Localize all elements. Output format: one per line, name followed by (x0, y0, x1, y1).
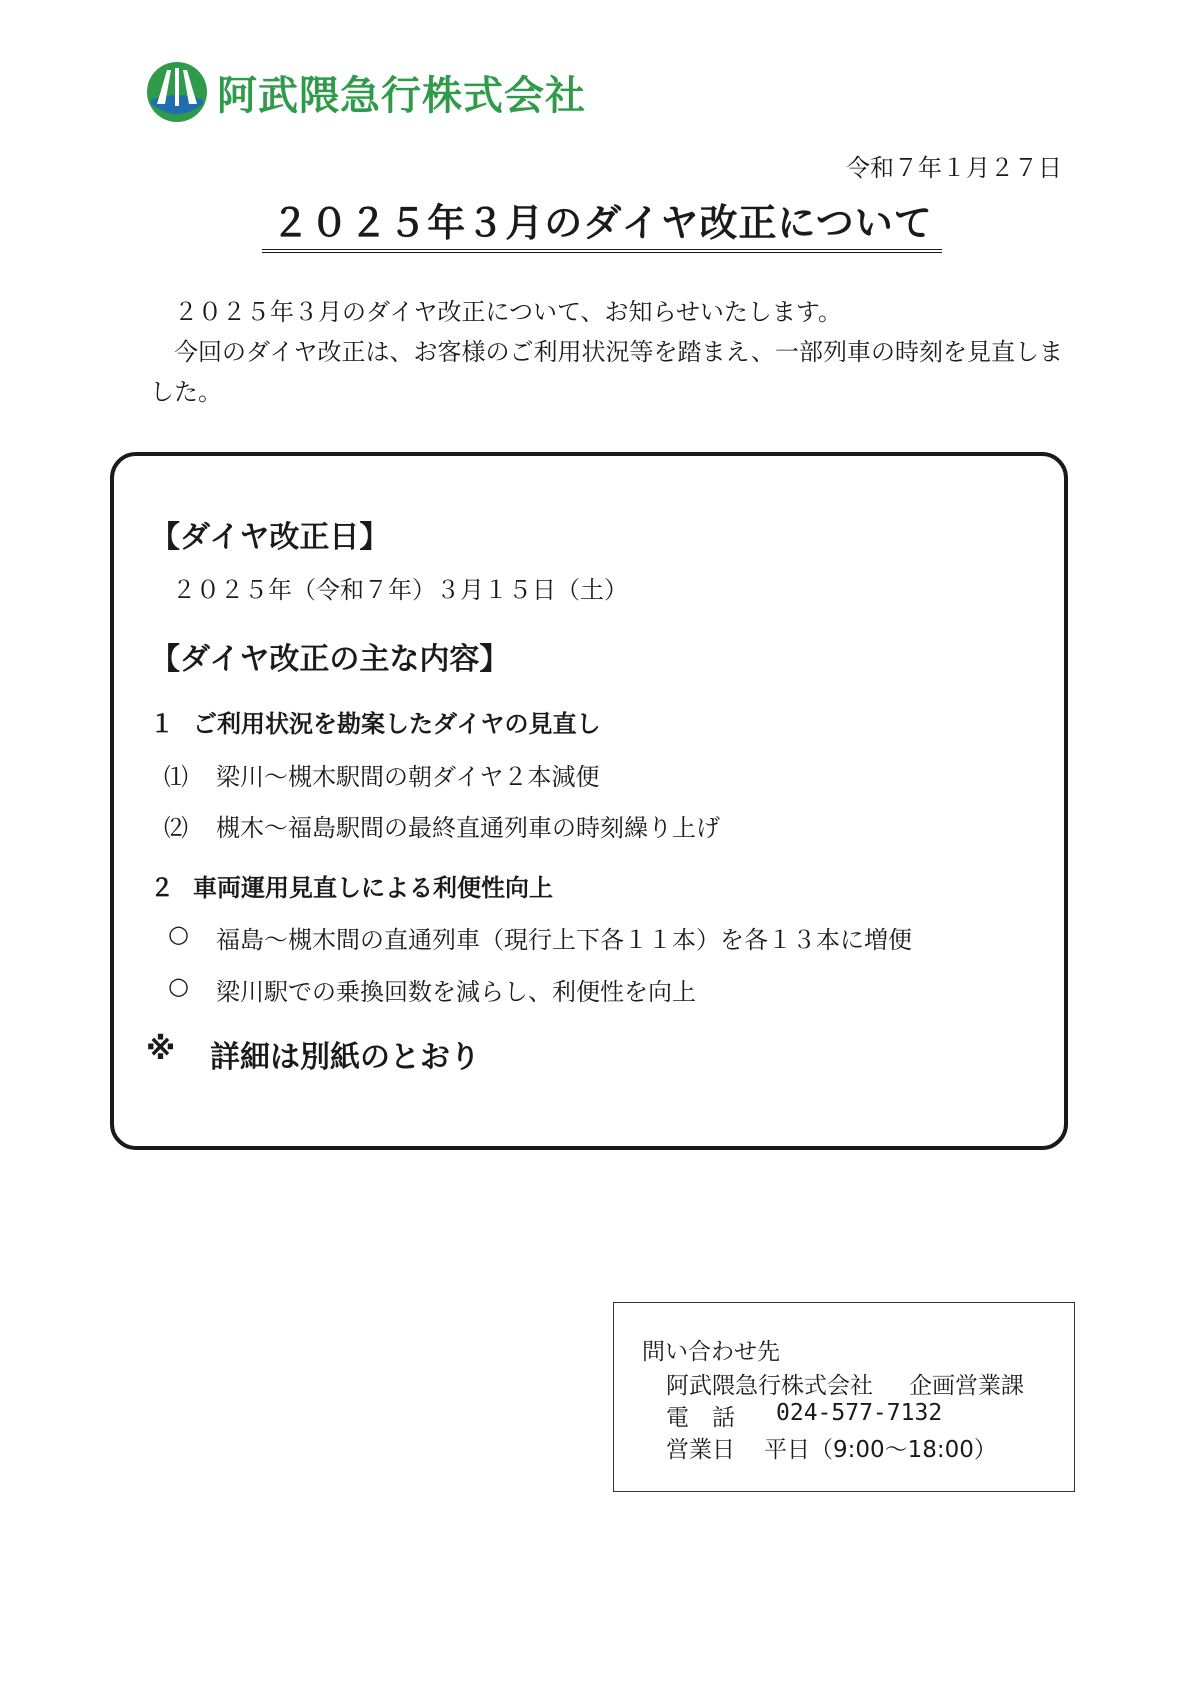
contact-phone: 024-577-7132 (776, 1400, 943, 1426)
revision-date-value: ２０２５年（令和７年）３月１５日（土） (172, 576, 628, 604)
item-2-number: ２ (150, 874, 174, 902)
contact-phone-label: 電 話 (666, 1405, 735, 1431)
intro-line-2: 今回のダイヤ改正は、お客様のご利用状況等を踏まえ、一部列車の時刻を見直しました。 (150, 338, 1063, 406)
item-1-label: ご利用状況を勘案したダイヤの見直し (193, 710, 601, 738)
contact-department: 企画営業課 (909, 1373, 1024, 1399)
item-1-number: １ (150, 710, 174, 738)
item-2-sub-1-text: 福島～槻木間の直通列車（現行上下各１１本）を各１３本に増便 (216, 926, 912, 954)
revision-date-heading: 【ダイヤ改正日】 (150, 520, 390, 555)
contact-box (613, 1302, 1075, 1492)
item-1-sub-2-marker: ⑵ (164, 814, 188, 842)
intro-text (150, 292, 1070, 412)
document-date: 令和７年１月２７日 (846, 154, 1062, 182)
contact-company: 阿武隈急行株式会社 (666, 1373, 873, 1399)
note-marker: ※ (146, 1032, 176, 1067)
item-1-sub-2-text: 槻木～福島駅間の最終直通列車の時刻繰り上げ (216, 814, 720, 842)
item-2-sub-2-marker: ○ (168, 972, 189, 1000)
note-text: 詳細は別紙のとおり (210, 1040, 480, 1075)
contact-hours: 平日（9:00～18:00） (764, 1437, 997, 1463)
company-name: 阿武隈急行株式会社 (217, 72, 586, 119)
company-logo (145, 60, 586, 124)
contact-hours-label: 営業日 (666, 1437, 735, 1463)
item-1-sub-1-text: 梁川～槻木駅間の朝ダイヤ２本減便 (216, 763, 600, 791)
item-2-label: 車両運用見直しによる利便性向上 (193, 874, 553, 902)
item-2-sub-1-marker: ○ (168, 920, 189, 948)
contact-heading: 問い合わせ先 (642, 1339, 780, 1365)
abukuma-logo-icon (145, 60, 209, 124)
intro-line-1: ２０２５年３月のダイヤ改正について、お知らせいたします。 (174, 298, 842, 326)
revision-content-heading: 【ダイヤ改正の主な内容】 (150, 642, 510, 677)
item-1-sub-1-marker: ⑴ (164, 763, 188, 791)
item-2-sub-2-text: 梁川駅での乗換回数を減らし、利便性を向上 (216, 978, 696, 1006)
page-title: ２０２５年３月のダイヤ改正について (262, 192, 942, 253)
